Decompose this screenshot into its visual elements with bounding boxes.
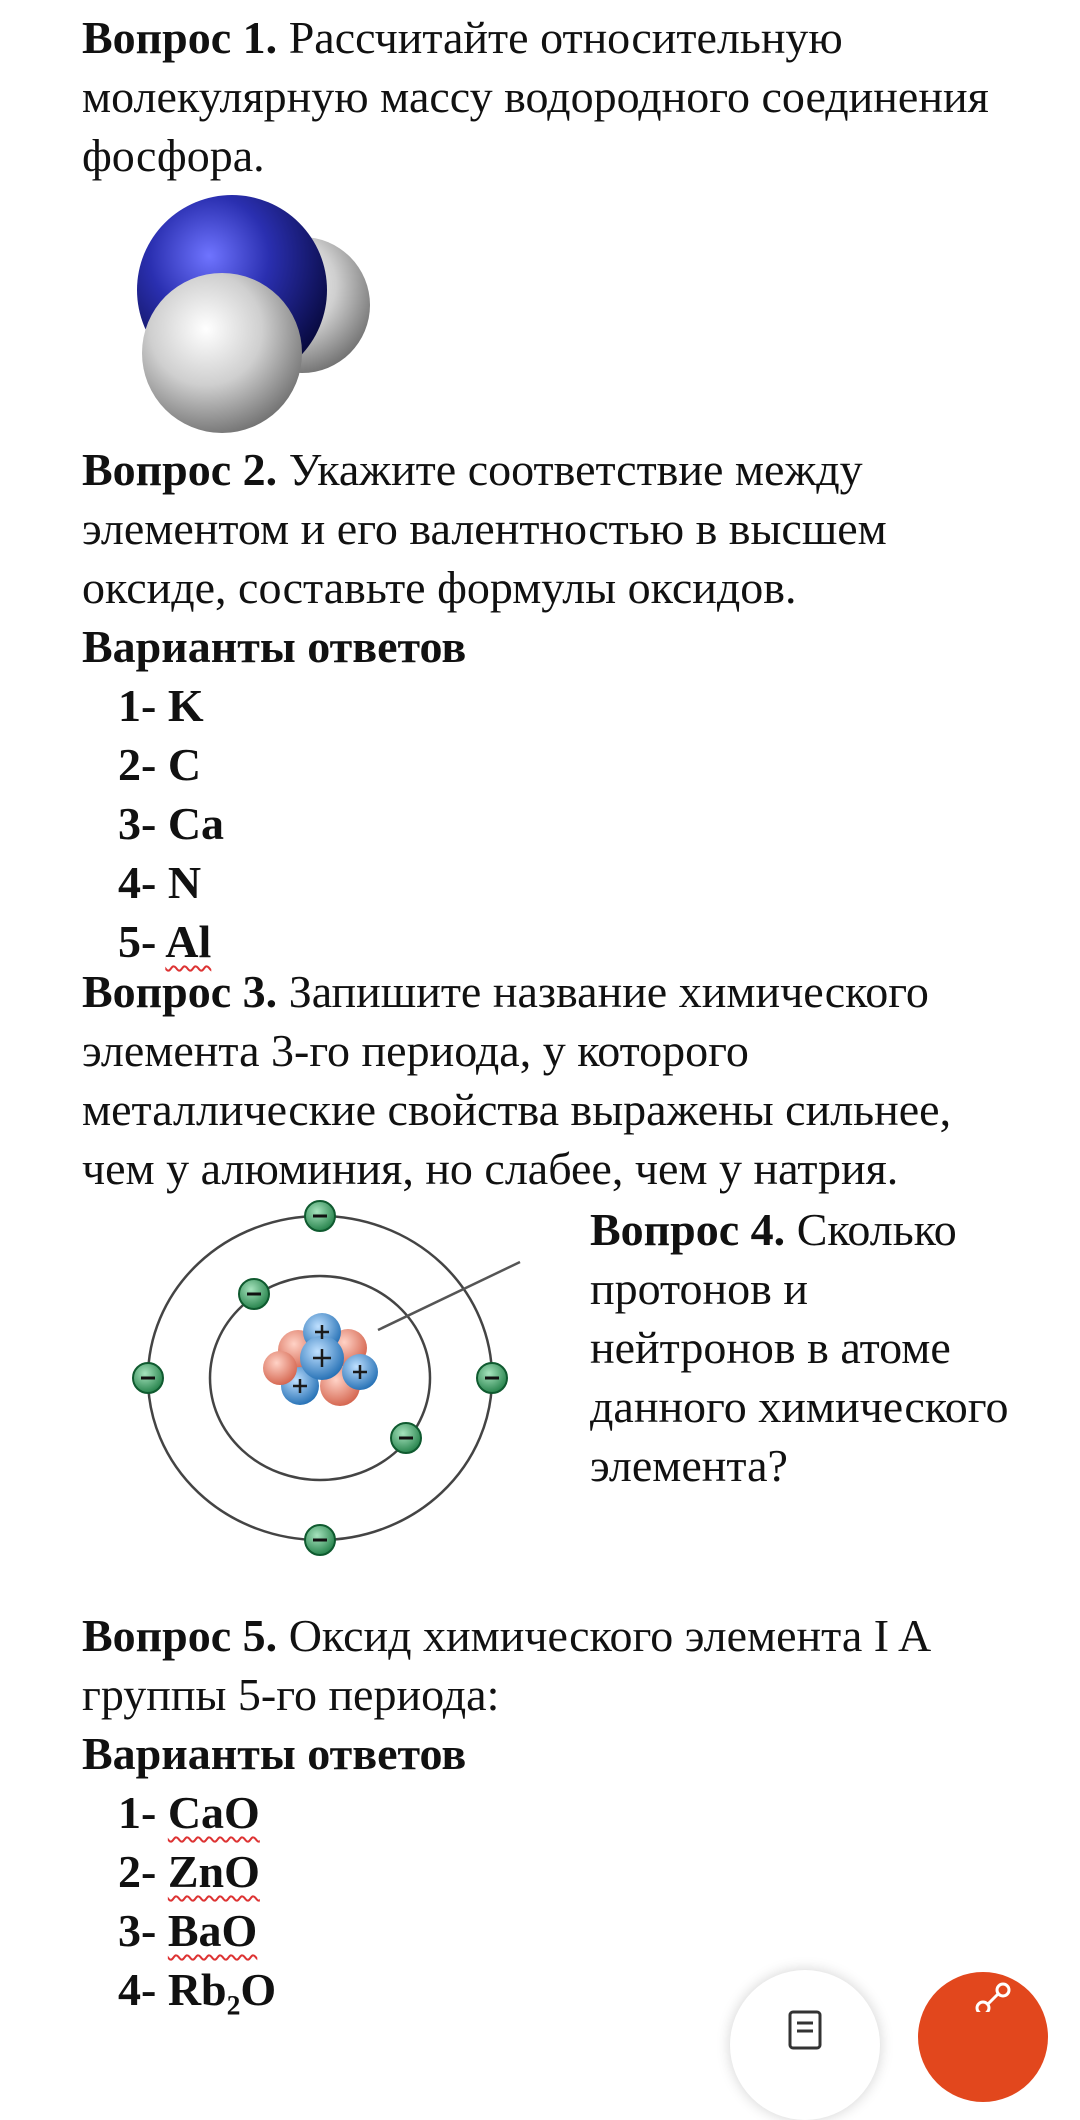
question-1 bbox=[82, 8, 1012, 185]
question-2 bbox=[82, 440, 1012, 971]
list-item: 2- C bbox=[118, 739, 202, 790]
question-4-label: Вопрос 4. bbox=[590, 1204, 786, 1255]
question-3-label: Вопрос 3. bbox=[82, 966, 278, 1017]
notes-button[interactable] bbox=[730, 1970, 880, 2120]
question-3-text bbox=[82, 962, 1012, 1198]
atom-diagram bbox=[130, 1200, 530, 1560]
molecule-image bbox=[92, 195, 392, 435]
question-5-text bbox=[82, 1606, 1012, 1724]
question-4-text bbox=[590, 1200, 1010, 1495]
share-button[interactable] bbox=[918, 1972, 1048, 2102]
list-item: 1- K bbox=[118, 680, 204, 731]
question-1-body: Рассчитайте относительную молекулярную массу водородного соединения фосфора. bbox=[82, 12, 989, 181]
question-1-text bbox=[82, 8, 1012, 185]
question-2-body: Укажите соответствие между элементом и его валентностью в высшем оксиде, составьте формулы оксидов. bbox=[82, 444, 887, 613]
list-item: 3- Ca bbox=[118, 798, 225, 849]
question-5-label: Вопрос 5. bbox=[82, 1610, 278, 1661]
question-1-label: Вопрос 1. bbox=[82, 12, 278, 63]
question-5-options-title: Варианты ответов bbox=[82, 1728, 467, 1779]
list-item: 1- CaO bbox=[118, 1787, 260, 1838]
question-2-options-title: Варианты ответов bbox=[82, 621, 467, 672]
question-4 bbox=[590, 1200, 1010, 1495]
list-item: 5- Al bbox=[118, 916, 212, 967]
question-2-label: Вопрос 2. bbox=[82, 444, 278, 495]
list-item: 2- ZnO bbox=[118, 1846, 260, 1897]
nucleus bbox=[263, 1313, 378, 1406]
question-4-body: Сколько протонов и нейтронов в атоме данного химического элемента? bbox=[590, 1204, 1009, 1491]
question-5-options bbox=[82, 1783, 1012, 2019]
question-5 bbox=[82, 1606, 1012, 2019]
document-icon bbox=[788, 2010, 822, 2050]
question-3 bbox=[82, 962, 1012, 1198]
hydrogen-atom-front bbox=[142, 273, 302, 433]
question-5-body: Оксид химического элемента I A группы 5-го периода: bbox=[82, 1610, 929, 1720]
question-3-body: Запишите название химического элемента 3-го периода, у которого металлические свойства выражены сильнее, чем у алюминия, но слабее, чем у натрия. bbox=[82, 966, 952, 1194]
question-2-options bbox=[82, 676, 1012, 971]
question-2-text bbox=[82, 440, 1012, 617]
share-icon bbox=[973, 1982, 1013, 2012]
list-item: 4- N bbox=[118, 857, 202, 908]
list-item: 3- BaO bbox=[118, 1905, 258, 1956]
list-item: 4- Rb₂O bbox=[118, 1964, 277, 2015]
